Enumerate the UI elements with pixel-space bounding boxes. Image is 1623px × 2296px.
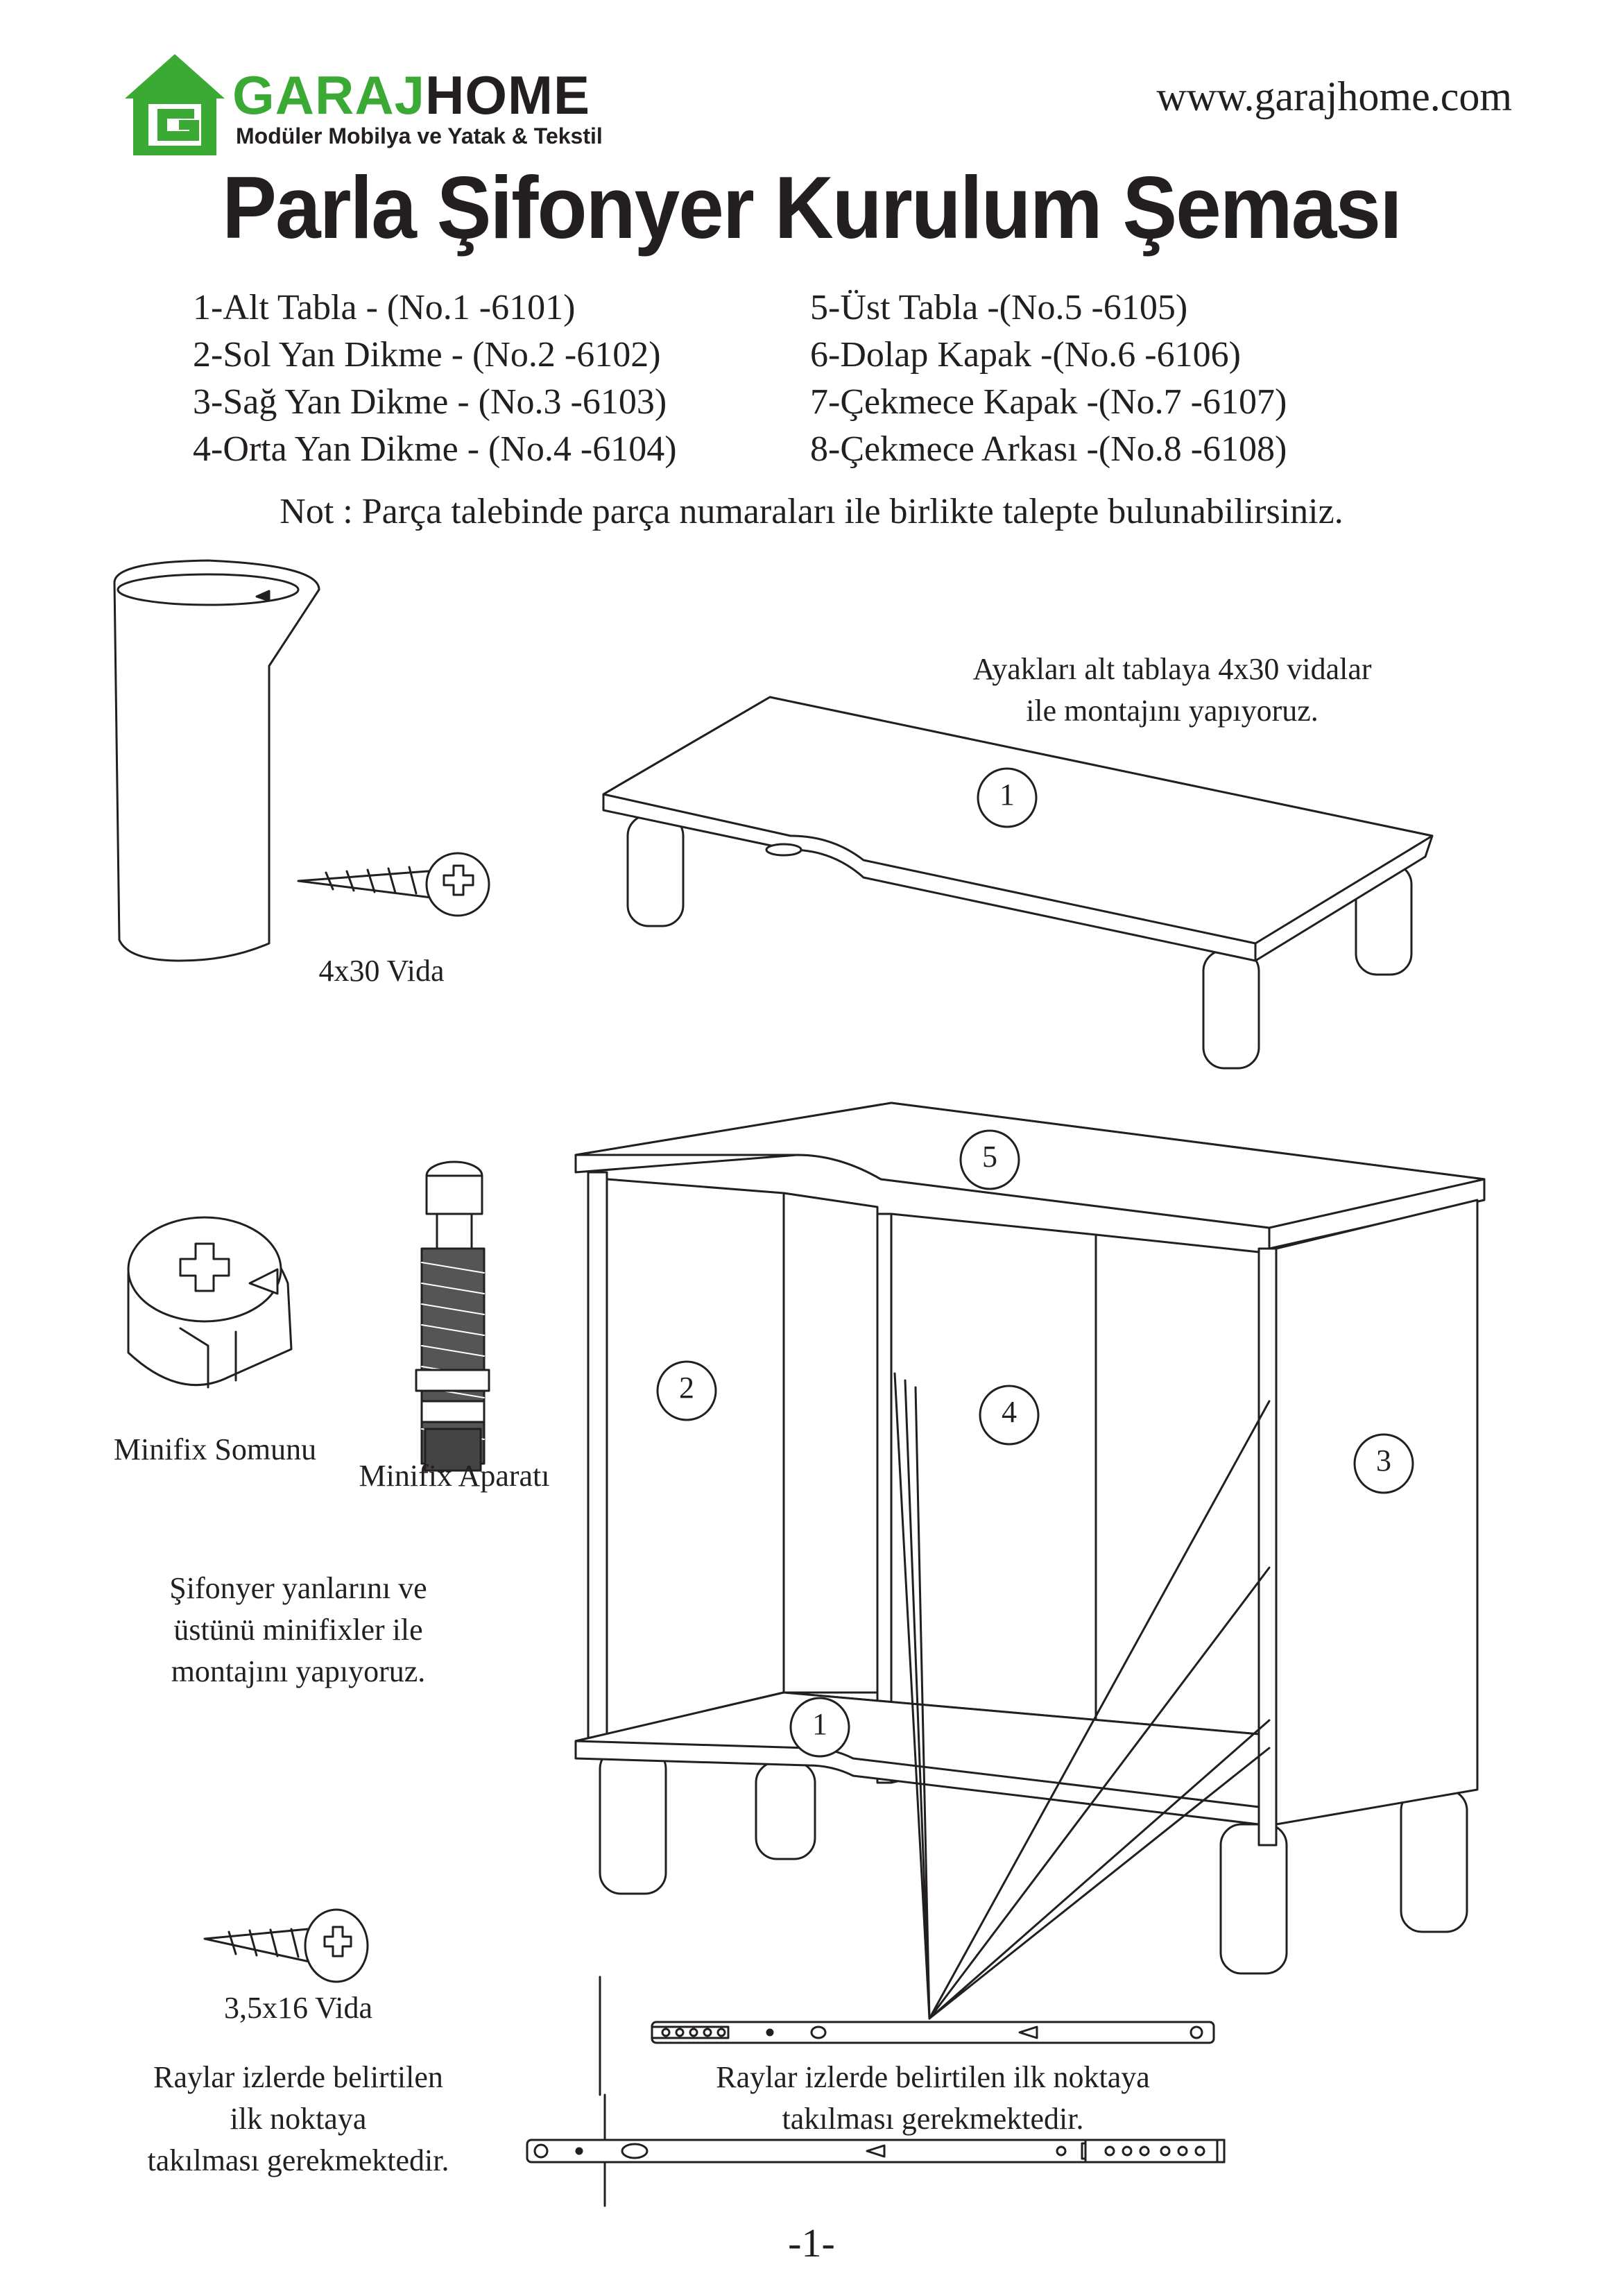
page-title: Parla Şifonyer Kurulum Şeması (222, 158, 1401, 258)
part-number: 4 (1002, 1395, 1017, 1429)
caption-line: takılması gerekmektedir. (147, 2143, 449, 2177)
caption-minifix-bolt: Minifix Aparatı (359, 1459, 550, 1493)
part-number: 1 (812, 1707, 827, 1741)
part-item: 5-Üst Tabla -(No.5 -6105) (810, 288, 1188, 327)
cabinet-frame (576, 1103, 1484, 1973)
part-number: 2 (679, 1371, 694, 1405)
caption-sides (125, 1568, 472, 1693)
part-number: 3 (1376, 1443, 1391, 1477)
caption-line: ilk noktaya (230, 2102, 367, 2136)
caption-line: takılması gerekmektedir. (782, 2102, 1084, 2136)
part-item: 4-Orta Yan Dikme - (No.4 -6104) (193, 429, 677, 469)
drawer-rail-top (652, 2022, 1214, 2043)
part-item: 6-Dolap Kapak -(No.6 -6106) (810, 335, 1241, 375)
part-number: 1 (999, 778, 1015, 812)
caption-legs (895, 649, 1450, 732)
part-item: 2-Sol Yan Dikme - (No.2 -6102) (193, 335, 661, 375)
caption-line: üstünü minifixler ile (173, 1613, 423, 1647)
page-number: -1- (788, 2220, 835, 2265)
caption-rail-middle (638, 2057, 1228, 2140)
part-item: 1-Alt Tabla - (No.1 -6101) (193, 288, 576, 327)
caption-line: Raylar izlerde belirtilen ilk noktaya (716, 2060, 1150, 2094)
screw-4x30-icon (298, 853, 489, 916)
caption-line: Şifonyer yanlarını ve (169, 1571, 427, 1605)
screw-35x16-icon (205, 1910, 368, 1982)
caption-line: montajını yapıyoruz. (171, 1654, 426, 1688)
caption-rail-left (104, 2057, 492, 2182)
part-item: 3-Sağ Yan Dikme - (No.3 -6103) (193, 382, 667, 422)
parts-note: Not : Parça talebinde parça numaraları ile birlikte talepte bulunabilirsiniz. (280, 492, 1343, 531)
caption-minifix-nut: Minifix Somunu (113, 1432, 317, 1466)
brand-garaj: GARAJ (232, 65, 426, 126)
brand-home: HOME (425, 65, 591, 126)
caption-screw-35x16: 3,5x16 Vida (223, 1991, 373, 2025)
drawer-rail-bottom (527, 2140, 1224, 2162)
caption-screw-4x30: 4x30 Vida (318, 954, 445, 988)
part-item: 8-Çekmece Arkası -(No.8 -6108) (810, 429, 1287, 469)
part-item: 7-Çekmece Kapak -(No.7 -6107) (810, 382, 1287, 422)
minifix-bolt-icon (416, 1162, 489, 1471)
brand-tagline: Modüler Mobilya ve Yatak & Tekstil (236, 123, 603, 148)
caption-line: Raylar izlerde belirtilen (153, 2060, 443, 2094)
leg-icon (114, 560, 319, 961)
part-number: 5 (982, 1140, 997, 1174)
website-url[interactable]: www.garajhome.com (1156, 74, 1512, 119)
caption-line: Ayakları alt tablaya 4x30 vidalar (972, 652, 1372, 686)
minifix-nut-icon (128, 1217, 291, 1387)
caption-line: ile montajını yapıyoruz. (1026, 694, 1319, 728)
bottom-panel-with-legs (603, 697, 1432, 1068)
